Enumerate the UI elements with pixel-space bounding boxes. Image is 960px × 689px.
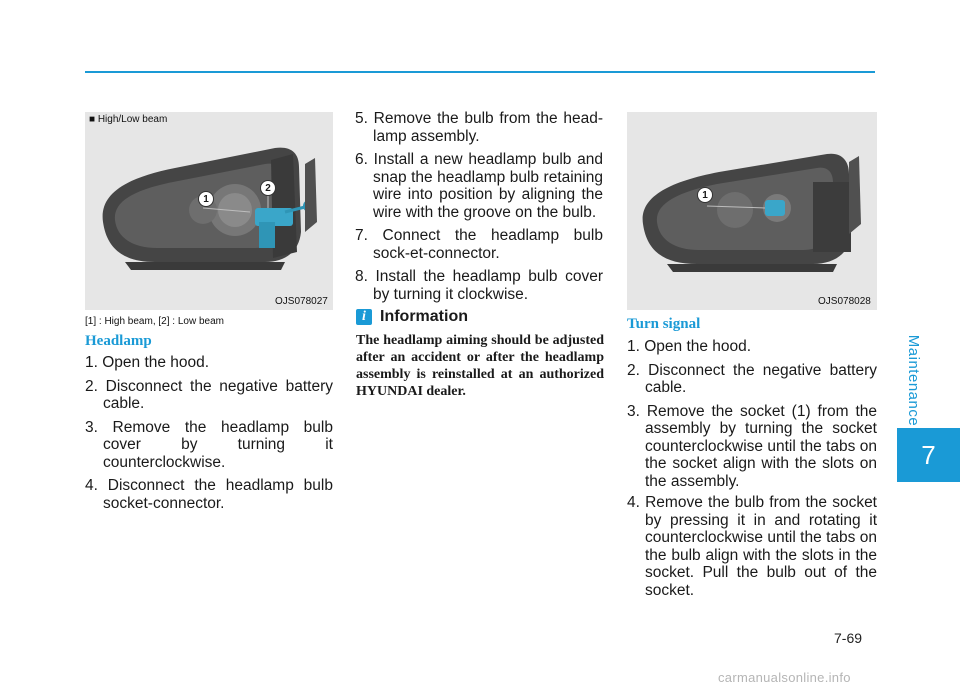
step-item: 5. Remove the bulb from the head-lamp assembly. xyxy=(355,110,603,145)
step-item: 4. Disconnect the headlamp bulb socket-connector. xyxy=(85,477,333,512)
figure-code: OJS078027 xyxy=(275,296,328,307)
callout-1: 1 xyxy=(198,191,214,207)
information-title: Information xyxy=(380,308,468,325)
information-header xyxy=(356,308,468,326)
information-text: The headlamp aiming should be adjusted after an accident or after the headlamp assembly is reinstalled at an authorized HYUNDAI dealer. xyxy=(356,333,604,399)
step-item: 2. Disconnect the negative battery cable. xyxy=(85,377,333,412)
step-item: 3. Remove the socket (1) from the assembly by turning the socket counterclockwise until the tabs on the socket align with the slots on the assembly. xyxy=(627,402,877,490)
callout-2: 2 xyxy=(260,180,276,196)
section-side-label: Maintenance xyxy=(905,334,923,426)
step-item: 6. Install a new headlamp bulb and snap the headlamp bulb retaining wire into position by aligning the wire with the groove on the bulb. xyxy=(355,151,603,221)
turn-signal-illustration xyxy=(627,112,877,310)
chapter-tab[interactable]: 7 xyxy=(897,428,960,482)
step-item: 7. Connect the headlamp bulb sock-et-connector. xyxy=(355,227,603,262)
watermark: carmanualsonline.info xyxy=(718,670,851,685)
headlamp-heading: Headlamp xyxy=(85,333,152,349)
step-item: 2. Disconnect the negative battery cable. xyxy=(627,361,877,396)
info-icon: i xyxy=(356,309,372,325)
step-item: 1. Open the hood. xyxy=(85,354,210,371)
turn-signal-steps xyxy=(627,338,877,605)
figure-code: OJS078028 xyxy=(818,296,871,307)
headlamp-steps-left xyxy=(85,354,333,518)
step-item: 4. Remove the bulb from the socket by pressing it in and rotating it counterclockwise until the tabs on the bulb align with the slots in the socket. Pull the bulb out of the socket. xyxy=(627,494,877,599)
turn-signal-heading: Turn signal xyxy=(627,316,701,332)
figure-label: ■ High/Low beam xyxy=(89,114,168,125)
step-item: 8. Install the headlamp bulb cover by turning it clockwise. xyxy=(355,268,603,303)
header-rule xyxy=(85,71,875,73)
turn-signal-figure xyxy=(627,112,877,310)
page-number: 7-69 xyxy=(834,630,863,646)
callout-1: 1 xyxy=(697,187,713,203)
headlamp-figure xyxy=(85,112,333,310)
step-item: 3. Remove the headlamp bulb cover by turning it counterclockwise. xyxy=(85,418,333,471)
headlamp-illustration xyxy=(85,112,333,310)
figure-caption: [1] : High beam, [2] : Low beam xyxy=(85,316,224,327)
step-item: 1. Open the hood. xyxy=(627,338,752,355)
headlamp-steps-middle xyxy=(355,110,603,309)
